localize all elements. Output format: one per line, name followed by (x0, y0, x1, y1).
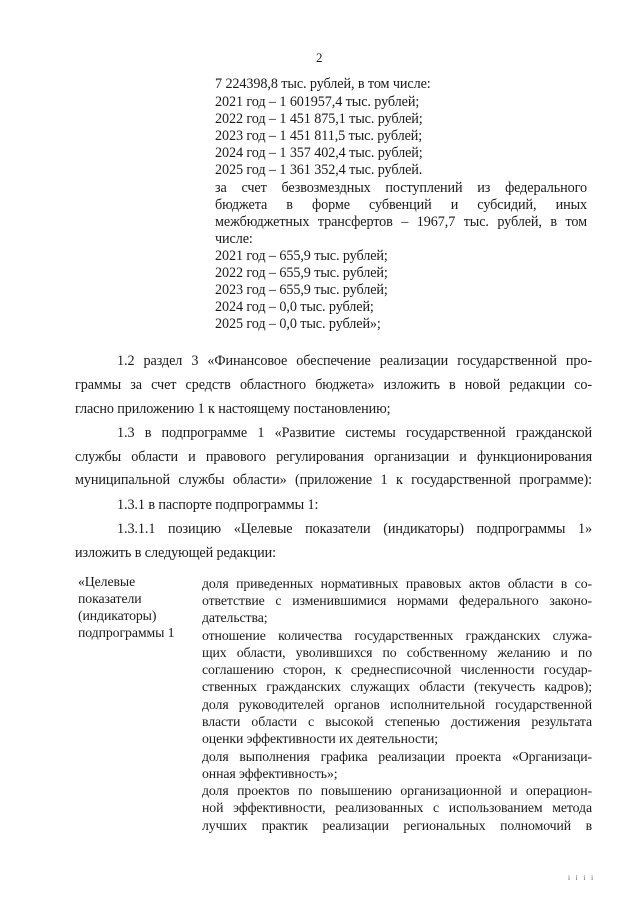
federal-year-line: 2025 год – 0,0 тыс. рублей»; (215, 316, 381, 332)
indicator-line: щих области, уволившихся по собственному желанию и по (202, 645, 592, 660)
federal-year-line: 2022 год – 655,9 тыс. рублей; (215, 265, 388, 281)
paragraph-line: 1.2 раздел 3 «Финансовое обеспечение реализации государственной про- (117, 353, 592, 369)
paragraph-1-3-1: 1.3.1 в паспорте подпрограммы 1: (117, 497, 319, 513)
federal-text-line: числе: (215, 231, 253, 247)
funding-total-line: 7 224398,8 тыс. рублей, в том числе: (215, 76, 431, 92)
indicator-line: доля выполнения графика реализации проекта «Организаци- (202, 749, 592, 764)
federal-text-line: межбюджетных трансфертов – 1967,7 тыс. рублей, в том (215, 214, 587, 230)
indicator-line: доля проектов по повышению организационной и операцион- (202, 783, 592, 798)
funding-year-line: 2024 год – 1 357 402,4 тыс. рублей; (215, 145, 423, 161)
footer-mark: i i i i (568, 874, 596, 882)
indicator-line: дательства; (202, 610, 268, 625)
federal-text-line: за счет безвозмездных поступлений из федерального (215, 180, 587, 196)
indicator-line: ственных гражданских служащих области (текучесть кадров); (202, 679, 592, 694)
indicator-line: онная эффективность»; (202, 766, 338, 781)
indicator-line: ответствие с изменившимися нормами федерального законо- (202, 593, 592, 608)
funding-year-line: 2023 год – 1 451 811,5 тыс. рублей; (215, 128, 423, 144)
indicator-line: соглашению сторон, к среднесписочной численности государ- (202, 662, 592, 677)
paragraph-line: службы области и правового регулирования организации и функционирования (75, 449, 592, 465)
indicator-line: отношение количества государственных гражданских служа- (202, 628, 592, 643)
label-line: показатели (78, 591, 142, 606)
funding-year-line: 2021 год – 1 601957,4 тыс. рублей; (215, 94, 420, 110)
paragraph-line: граммы за счет средств областного бюджета» изложить в новой редакции со- (75, 377, 592, 393)
indicator-line: доля руководителей органов исполнительной государственной (202, 697, 592, 712)
paragraph-line: гласно приложению 1 к настоящему постановлению; (75, 401, 391, 417)
indicator-line: лучших практик реализации региональных полномочий в (202, 818, 592, 833)
indicator-line: оценки эффективности их деятельности; (202, 731, 438, 746)
indicator-line: ной эффективности, реализованных с использованием метода (202, 800, 592, 815)
federal-year-line: 2021 год – 655,9 тыс. рублей; (215, 248, 388, 264)
paragraph-line: 1.3.1.1 позицию «Целевые показатели (индикаторы) подпрограммы 1» (117, 521, 592, 537)
label-line: подпрограммы 1 (78, 625, 175, 640)
funding-year-line: 2025 год – 1 361 352,4 тыс. рублей. (215, 162, 423, 178)
federal-year-line: 2024 год – 0,0 тыс. рублей; (215, 299, 374, 315)
page-number: 2 (316, 50, 323, 65)
indicator-line: власти области с высокой степенью достижения результата (202, 714, 592, 729)
paragraph-line: изложить в следующей редакции: (75, 545, 276, 561)
indicator-line: доля приведенных нормативных правовых актов области в со- (202, 576, 592, 591)
paragraph-line: муниципальной службы области» (приложение 1 к государственной программе): (75, 472, 592, 488)
funding-year-line: 2022 год – 1 451 875,1 тыс. рублей; (215, 111, 423, 127)
label-line: «Целевые (78, 574, 136, 589)
paragraph-line: 1.3 в подпрограмме 1 «Развитие системы государственной гражданской (117, 425, 592, 441)
federal-year-line: 2023 год – 655,9 тыс. рублей; (215, 282, 388, 298)
federal-text-line: бюджета в форме субвенций и субсидий, иных (215, 197, 587, 213)
label-line: (индикаторы) (78, 608, 157, 623)
